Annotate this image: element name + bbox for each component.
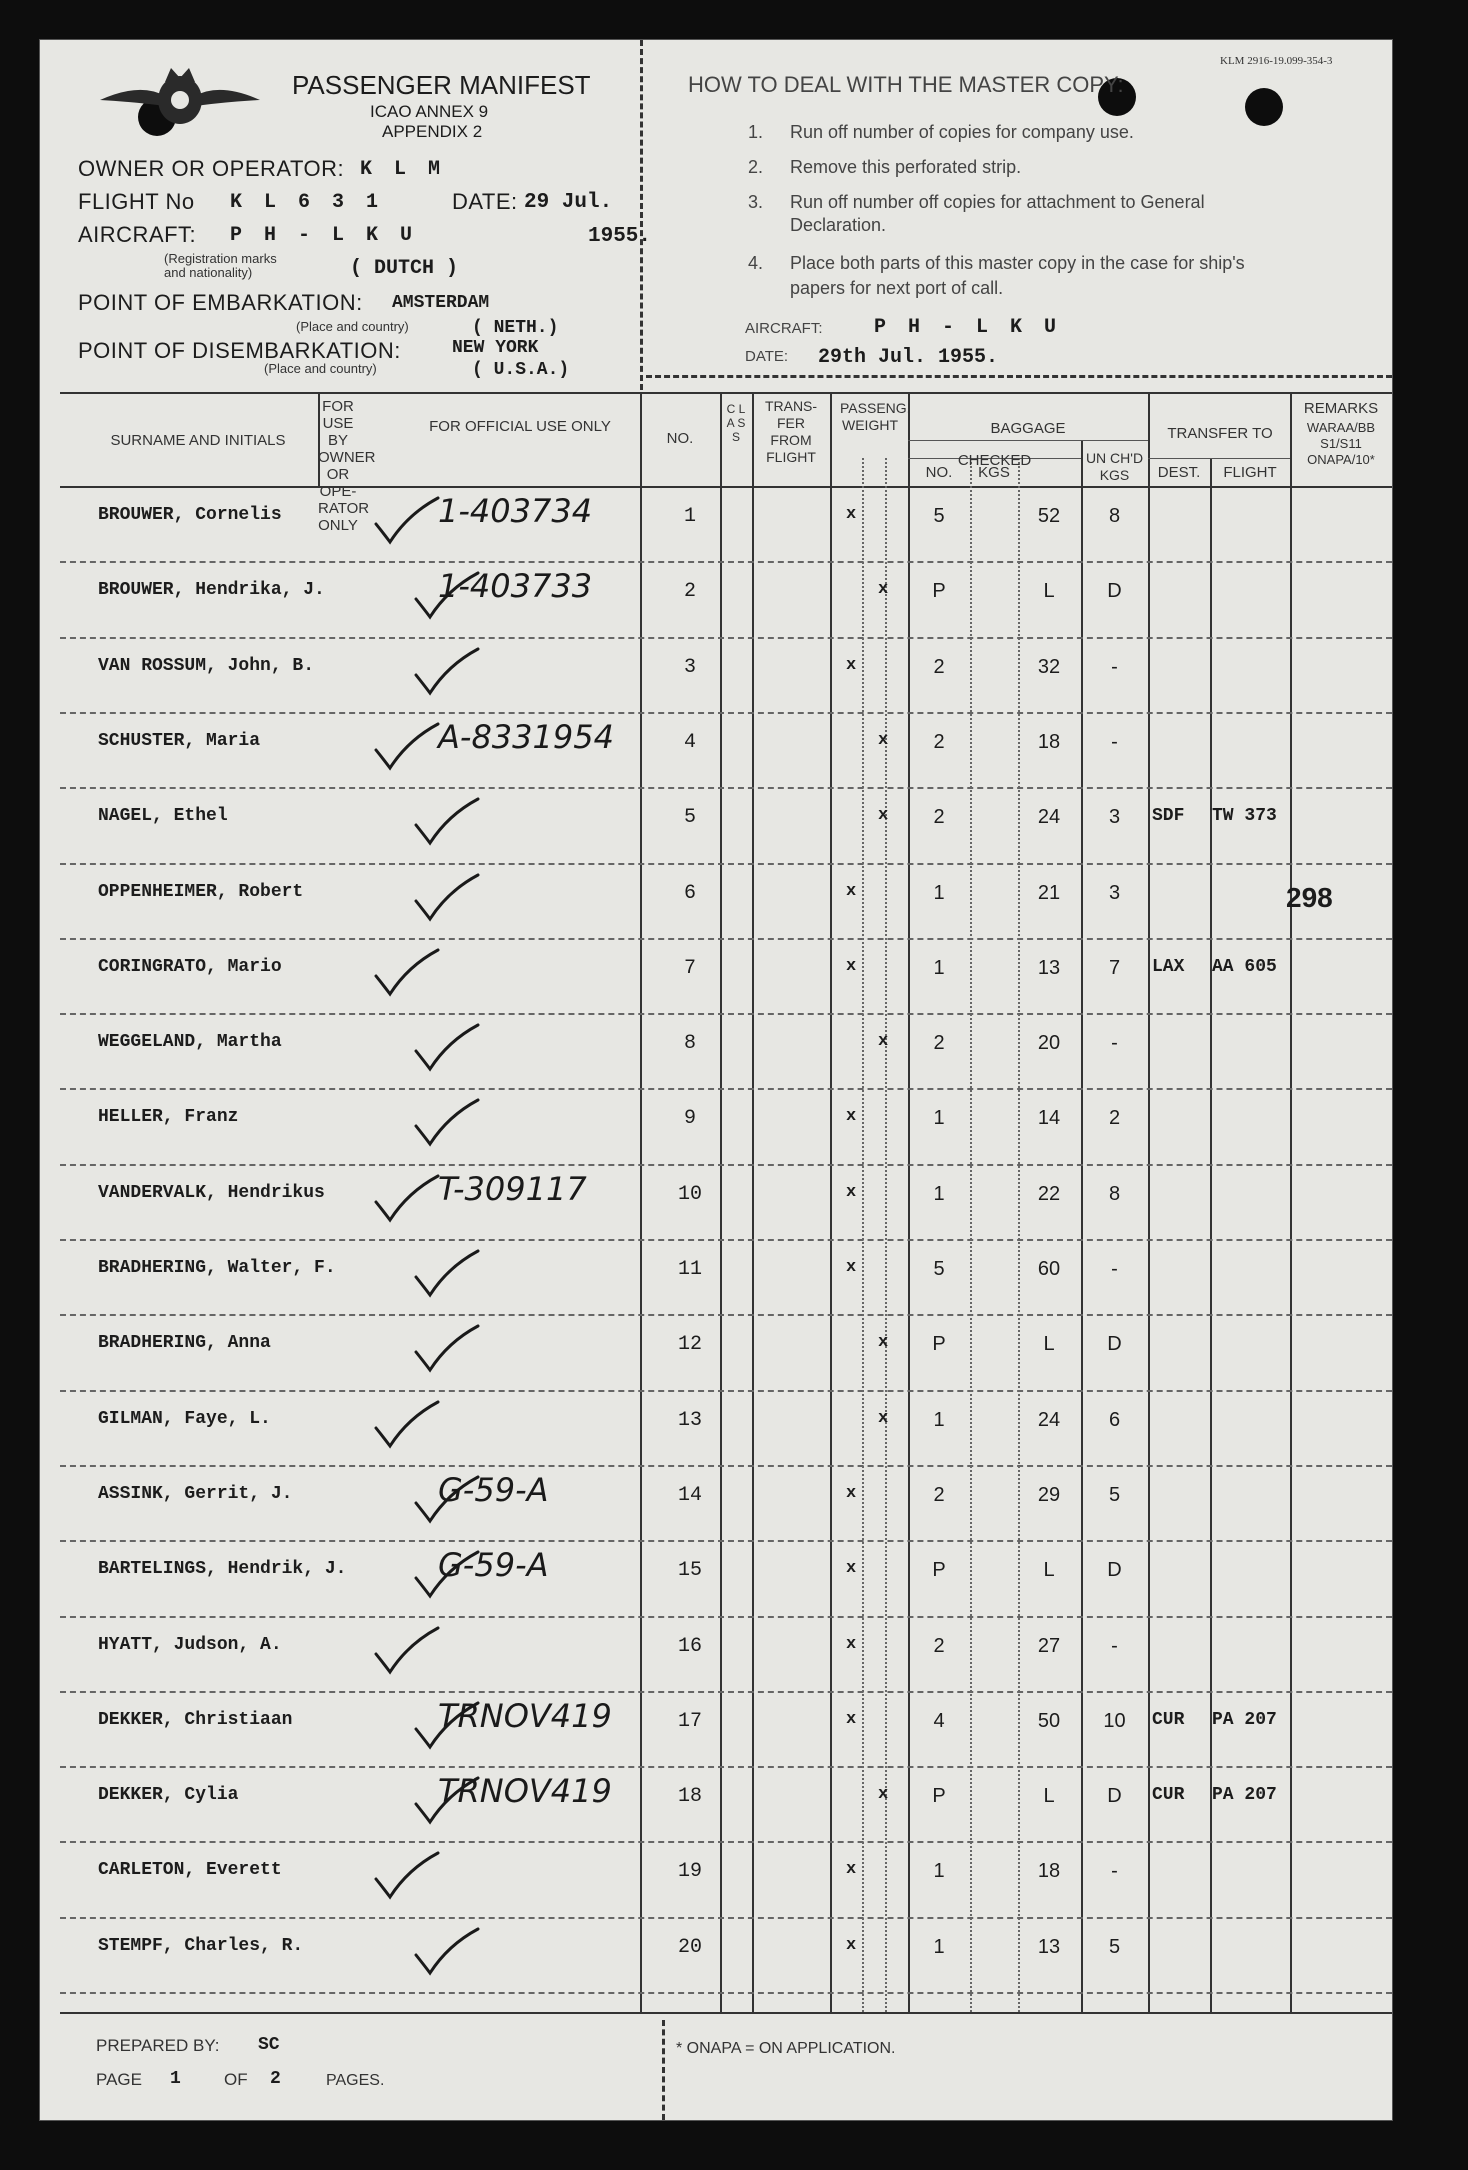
instruction-4-num: 4. [748, 253, 764, 273]
instruction-3b: Declaration. [790, 215, 887, 235]
passenger-name: BROUWER, Hendrika, J. [98, 580, 325, 601]
passenger-no: 6 [683, 881, 696, 905]
passenger-no: 8 [683, 1032, 696, 1056]
weight-mark: x [846, 1935, 857, 1955]
checked-kgs: L [1043, 580, 1055, 603]
checkmark-icon [412, 795, 482, 852]
of-value: 2 [270, 2069, 281, 2089]
table-row [40, 486, 1392, 561]
official-entry: A-8331954 [438, 717, 614, 756]
official-entry: G-59-A [438, 1546, 549, 1585]
baggage-count: 4 [933, 1709, 945, 1732]
table-row [40, 787, 1392, 862]
col-flight: FLIGHT [1223, 464, 1277, 481]
unchecked-kgs: 3 [1108, 806, 1121, 829]
manifest-sheet [40, 40, 1392, 2120]
table-row [40, 637, 1392, 712]
baggage-count: 5 [933, 1258, 945, 1280]
col-kgs: KGS [978, 464, 1010, 481]
checked-kgs: 18 [1037, 1860, 1061, 1883]
passenger-no: 7 [683, 956, 696, 980]
weight-mark: x [878, 1785, 889, 1805]
passenger-name: WEGGELAND, Martha [98, 1032, 282, 1053]
table-row [40, 1616, 1392, 1691]
onapa-note: * ONAPA = ON APPLICATION. [676, 2040, 896, 2057]
checked-kgs: L [1043, 1785, 1055, 1808]
embarkation-label: POINT OF EMBARKATION: [78, 290, 363, 315]
instr-aircraft-label: AIRCRAFT: [745, 320, 823, 337]
instruction-2: Remove this perforated strip. [790, 157, 1022, 177]
baggage-count: 1 [933, 1860, 945, 1883]
table-row [40, 712, 1392, 787]
col-class: C L A S S [726, 402, 746, 444]
perforation-strip [646, 375, 1392, 378]
checked-kgs: 13 [1037, 956, 1061, 979]
checked-kgs: 29 [1037, 1483, 1061, 1506]
date-label: DATE: [452, 189, 518, 214]
col-no: NO. [666, 430, 694, 447]
table-row [40, 1390, 1392, 1465]
embarkation-note: (Place and country) [296, 319, 409, 334]
pages-label: PAGES. [326, 2072, 385, 2089]
passenger-name: ASSINK, Gerrit, J. [98, 1483, 293, 1504]
passenger-name: GILMAN, Faye, L. [98, 1408, 271, 1429]
unchecked-kgs: 7 [1108, 956, 1121, 979]
table-row [40, 1164, 1392, 1239]
unchecked-kgs: 3 [1108, 881, 1121, 904]
passenger-no: 20 [677, 1935, 702, 1959]
transfer-dest: CUR [1152, 1709, 1185, 1730]
checkmark-icon [412, 1096, 482, 1153]
passenger-name: VANDERVALK, Hendrikus [98, 1182, 325, 1203]
checked-kgs: 50 [1037, 1709, 1061, 1732]
checkmark-icon [412, 1699, 482, 1756]
owner-label: OWNER OR OPERATOR: [78, 156, 345, 181]
official-entry: TRNOV419 [438, 1696, 612, 1735]
unchecked-kgs: - [1111, 1634, 1118, 1657]
instr-aircraft-value: P H - L K U [874, 316, 1062, 339]
checked-kgs: 27 [1037, 1634, 1061, 1657]
checkmark-icon [372, 1849, 442, 1906]
checkmark-icon [412, 1247, 482, 1304]
col-transfer-to: TRANSFER TO [1167, 425, 1273, 442]
table-row [40, 863, 1392, 938]
passenger-name: BROUWER, Cornelis [98, 505, 282, 525]
checkmark-icon [412, 1322, 482, 1379]
passenger-no: 5 [683, 806, 696, 830]
checked-kgs: 21 [1037, 881, 1061, 904]
table-row [40, 1917, 1392, 1992]
baggage-count: 5 [933, 505, 945, 527]
checked-kgs: 14 [1037, 1107, 1061, 1130]
perforation-line [640, 40, 643, 390]
checkmark-icon [372, 946, 442, 1003]
table-row [40, 1841, 1392, 1916]
baggage-count: 1 [933, 1107, 945, 1130]
col-baggage: BAGGAGE [990, 420, 1066, 437]
disembarkation-country: ( U.S.A.) [472, 360, 570, 380]
checkmark-icon [412, 1548, 482, 1605]
footer-divider [662, 2020, 665, 2120]
weight-mark: x [846, 1860, 857, 1880]
date-year: 1955. [588, 225, 652, 248]
page-value: 1 [170, 2069, 181, 2089]
passenger-name: BRADHERING, Walter, F. [98, 1258, 336, 1278]
baggage-count: P [932, 1333, 946, 1356]
passenger-no: 17 [677, 1709, 702, 1733]
weight-mark: x [846, 1107, 857, 1127]
checked-kgs: 22 [1037, 1182, 1061, 1205]
table-row [40, 1013, 1392, 1088]
transfer-flight: PA 207 [1212, 1785, 1277, 1806]
weight-mark: x [878, 1032, 889, 1052]
aircraft-nationality: ( DUTCH ) [350, 257, 459, 280]
weight-mark: x [846, 881, 857, 901]
checkmark-icon [412, 645, 482, 702]
instruction-4b: papers for next port of call. [790, 278, 1004, 298]
weight-mark: x [846, 956, 857, 976]
passenger-no: 12 [677, 1333, 702, 1357]
passenger-name: DEKKER, Christiaan [98, 1709, 293, 1730]
table-row [40, 1766, 1392, 1841]
passenger-no: 18 [677, 1785, 702, 1809]
unchecked-kgs: 6 [1108, 1408, 1121, 1431]
weight-mark: x [878, 806, 889, 826]
checked-kgs: 20 [1037, 1032, 1061, 1055]
baggage-count: 2 [933, 655, 945, 678]
checkmark-icon [372, 1398, 442, 1455]
transfer-flight: AA 605 [1212, 956, 1277, 977]
passenger-no: 14 [677, 1483, 702, 1507]
instr-date-value: 29th Jul. 1955. [818, 346, 999, 369]
unchecked-kgs: - [1111, 1032, 1118, 1055]
baggage-count: 1 [933, 1182, 945, 1205]
weight-mark: x [846, 505, 857, 524]
unchecked-kgs: 10 [1103, 1709, 1126, 1732]
weight-mark: x [878, 1408, 889, 1428]
weight-mark: x [846, 655, 857, 675]
checkmark-icon [412, 1925, 482, 1982]
col-unchd: UN CH'D KGS [1085, 450, 1144, 483]
passenger-name: NAGEL, Ethel [98, 806, 228, 827]
aircraft-label: AIRCRAFT: [78, 222, 197, 247]
table-row [40, 1239, 1392, 1314]
table-row [40, 1088, 1392, 1163]
baggage-count: 2 [933, 1634, 945, 1657]
baggage-count: 1 [933, 1408, 945, 1431]
checkmark-icon [372, 720, 442, 777]
table-row [40, 1314, 1392, 1389]
baggage-count: 2 [933, 806, 945, 829]
passenger-name: DEKKER, Cylia [98, 1785, 239, 1806]
unchecked-kgs: - [1111, 1258, 1118, 1280]
disembarkation-note: (Place and country) [264, 361, 377, 376]
passenger-no: 4 [683, 730, 696, 754]
baggage-count: 1 [933, 1935, 945, 1958]
disembarkation-value: NEW YORK [452, 338, 539, 358]
table-row [40, 1540, 1392, 1615]
transfer-dest: LAX [1152, 956, 1185, 977]
checkmark-icon [372, 1624, 442, 1681]
col-remarks-sub: WARAA/BB S1/S11 ONAPA/10* [1306, 420, 1376, 467]
weight-mark: x [878, 730, 889, 750]
instructions-title: HOW TO DEAL WITH THE MASTER COPY: [688, 72, 1124, 97]
col-transfer-from: TRANS- FER FROM FLIGHT [764, 398, 818, 465]
passenger-name: CARLETON, Everett [98, 1860, 282, 1881]
weight-mark: x [878, 580, 889, 600]
registration-note: (Registration marks and nationality) [164, 251, 277, 280]
passenger-no: 16 [677, 1634, 702, 1658]
unchecked-kgs: 8 [1108, 505, 1121, 527]
checkmark-icon [412, 1774, 482, 1831]
baggage-count: 2 [933, 1483, 945, 1506]
passenger-name: HELLER, Franz [98, 1107, 239, 1128]
passenger-name: VAN ROSSUM, John, B. [98, 655, 315, 676]
passenger-no: 9 [683, 1107, 696, 1131]
table-row [40, 1691, 1392, 1766]
unchecked-kgs: D [1107, 1559, 1122, 1582]
unchecked-kgs: 2 [1108, 1107, 1121, 1130]
of-label: OF [224, 2070, 248, 2089]
checked-kgs: 24 [1037, 1408, 1061, 1431]
unchecked-kgs: 5 [1108, 1935, 1121, 1958]
instruction-2-num: 2. [748, 157, 764, 177]
baggage-count: P [932, 1785, 946, 1808]
transfer-flight: TW 373 [1212, 806, 1277, 827]
passenger-no: 15 [677, 1559, 702, 1583]
table-row [40, 561, 1392, 636]
baggage-count: 2 [933, 730, 945, 753]
passenger-name: SCHUSTER, Maria [98, 730, 261, 751]
official-entry: T-309117 [438, 1169, 587, 1208]
page-label: PAGE [96, 2070, 142, 2089]
remarks-note: 298 [1286, 882, 1333, 913]
weight-mark: x [846, 1634, 857, 1654]
table-row [40, 1465, 1392, 1540]
row-separator [60, 1992, 1392, 1994]
passenger-name: CORINGRATO, Mario [98, 956, 282, 977]
punch-hole [1245, 88, 1283, 126]
appendix: APPENDIX 2 [382, 122, 483, 141]
official-entry: 1-403734 [438, 492, 593, 530]
unchecked-kgs: D [1107, 580, 1122, 603]
checked-kgs: L [1043, 1333, 1055, 1356]
baggage-count: P [932, 580, 946, 603]
weight-mark: x [846, 1258, 857, 1277]
col-owner-use: FOR USE BY OWNER OR OPE- RATOR ONLY [318, 398, 376, 534]
baggage-count: 1 [933, 881, 945, 904]
klm-crown-logo-icon [95, 60, 265, 135]
checkmark-icon [412, 1021, 482, 1078]
col-passeng-weight: PASSENG. WEIGHT [840, 400, 911, 433]
passenger-name: BARTELINGS, Hendrik, J. [98, 1559, 347, 1580]
baggage-count: P [932, 1559, 946, 1582]
transfer-dest: CUR [1152, 1785, 1185, 1806]
passenger-no: 11 [677, 1258, 702, 1281]
col-bag-no: NO. [925, 464, 953, 481]
checked-kgs: 13 [1037, 1935, 1061, 1958]
flight-value: K L 6 3 1 [230, 191, 384, 214]
checkmark-icon [412, 871, 482, 928]
unchecked-kgs: - [1111, 655, 1118, 678]
weight-mark: x [846, 1559, 857, 1579]
weight-mark: x [846, 1483, 857, 1503]
official-entry: 1-403733 [438, 567, 593, 606]
checked-kgs: 18 [1037, 730, 1061, 753]
icao-annex: ICAO ANNEX 9 [370, 102, 489, 121]
unchecked-kgs: D [1107, 1333, 1122, 1356]
col-remarks: REMARKS [1303, 400, 1379, 417]
disembarkation-label: POINT OF DISEMBARKATION: [78, 338, 401, 363]
checked-kgs: 60 [1037, 1258, 1061, 1280]
passenger-name: HYATT, Judson, A. [98, 1634, 282, 1655]
unchecked-kgs: - [1111, 1860, 1118, 1883]
passenger-no: 13 [677, 1408, 702, 1432]
official-entry: G-59-A [438, 1470, 549, 1509]
checkmark-icon [412, 1473, 482, 1530]
transfer-dest: SDF [1152, 806, 1185, 827]
instruction-3: Run off number off copies for attachment to General [790, 192, 1205, 212]
weight-mark: x [846, 1709, 857, 1729]
col-surname: SURNAME AND INITIALS [110, 432, 286, 449]
passenger-no: 3 [683, 655, 696, 679]
passenger-no: 19 [677, 1860, 702, 1884]
passenger-no: 1 [683, 505, 696, 528]
form-code: KLM 2916-19.099-354-3 [1220, 55, 1333, 67]
col-official: FOR OFFICIAL USE ONLY [429, 418, 611, 435]
checked-kgs: 24 [1037, 806, 1061, 829]
baggage-count: 2 [933, 1032, 945, 1055]
checked-kgs: L [1043, 1559, 1055, 1582]
flight-label: FLIGHT No [78, 189, 195, 214]
baggage-count: 1 [933, 956, 945, 979]
unchecked-kgs: 5 [1108, 1483, 1121, 1506]
aircraft-value: P H - L K U [230, 224, 418, 247]
passenger-name: OPPENHEIMER, Robert [98, 881, 304, 902]
passenger-no: 10 [677, 1182, 702, 1206]
col-dest: DEST. [1157, 464, 1201, 481]
date-value: 29 Jul. [524, 191, 613, 214]
unchecked-kgs: 8 [1108, 1182, 1121, 1205]
table-row [40, 938, 1392, 1013]
checked-kgs: 52 [1037, 505, 1061, 527]
prepared-by-value: SC [258, 2035, 280, 2055]
col-checked: CHECKED [957, 452, 1032, 469]
weight-mark: x [846, 1182, 857, 1202]
owner-value: K L M [360, 158, 446, 181]
embarkation-country: ( NETH.) [472, 318, 559, 338]
prepared-by-label: PREPARED BY: [96, 2036, 220, 2055]
instr-date-label: DATE: [745, 348, 789, 365]
instruction-3-num: 3. [748, 192, 764, 212]
passenger-name: BRADHERING, Anna [98, 1333, 271, 1354]
unchecked-kgs: - [1111, 730, 1118, 753]
passenger-name: STEMPF, Charles, R. [98, 1935, 304, 1956]
instruction-4: Place both parts of this master copy in the case for ship's [790, 253, 1245, 273]
embarkation-value: AMSTERDAM [392, 293, 490, 313]
official-entry: TRNOV419 [438, 1772, 612, 1811]
unchecked-kgs: D [1107, 1785, 1122, 1808]
checked-kgs: 32 [1037, 655, 1061, 678]
transfer-flight: PA 207 [1212, 1709, 1277, 1730]
passenger-no: 2 [683, 580, 696, 604]
checkmark-icon [372, 494, 442, 551]
manifest-title: PASSENGER MANIFEST [292, 70, 591, 100]
weight-mark: x [878, 1333, 889, 1353]
instruction-1-num: 1. [748, 122, 764, 142]
instruction-1: Run off number of copies for company use. [790, 122, 1134, 142]
checkmark-icon [412, 569, 482, 626]
checkmark-icon [372, 1172, 442, 1229]
